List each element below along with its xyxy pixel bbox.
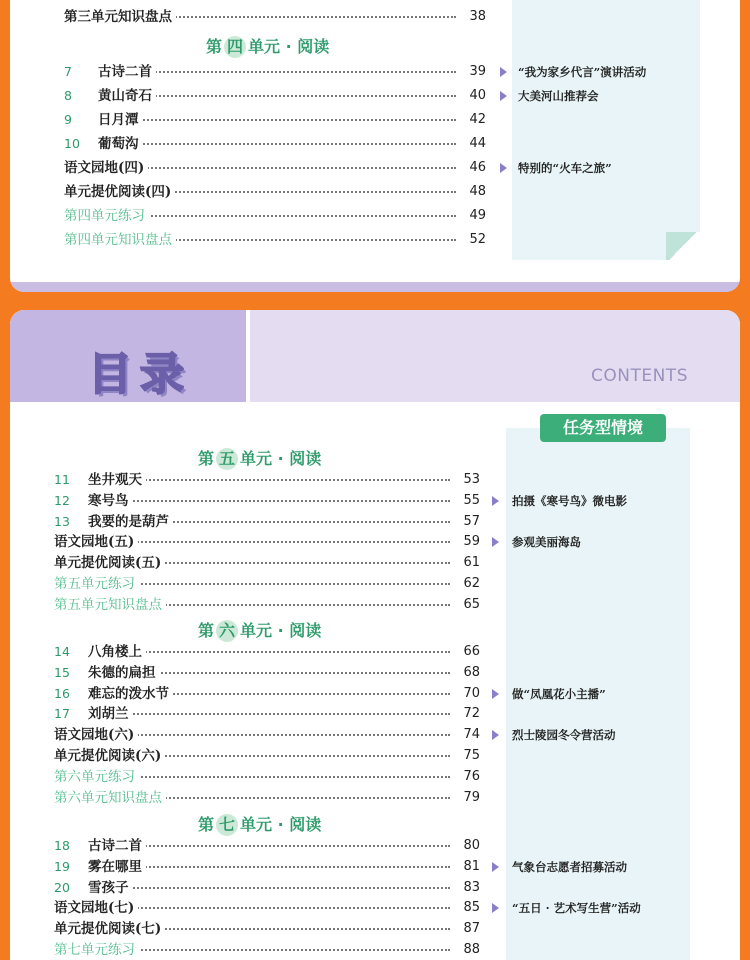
- row-title: 朱德的扁担: [88, 663, 160, 683]
- row-index: 7: [64, 64, 72, 79]
- row-index: 20: [54, 879, 70, 895]
- toc-row: [54, 857, 704, 877]
- row-title: 第四单元知识盘点: [64, 230, 176, 250]
- unit-number: 四: [224, 36, 246, 58]
- page-number: 39: [469, 64, 486, 79]
- page-title: 目录: [88, 349, 192, 400]
- panel-bottom-band: [10, 282, 740, 292]
- activity-arrow-icon: [492, 537, 499, 547]
- toc-row: [54, 684, 704, 704]
- toc-bottom-panel: [10, 310, 740, 960]
- title-tab: [10, 310, 246, 402]
- row-title: 语文园地(七): [54, 898, 138, 918]
- leader-dots: [114, 500, 450, 502]
- page-number: 48: [469, 184, 486, 199]
- unit-heading: [198, 618, 321, 642]
- row-index: 10: [64, 136, 80, 151]
- row-index: 19: [54, 858, 70, 874]
- activity-label: 拍摄《寒号鸟》微电影: [512, 493, 627, 508]
- page-number: 38: [469, 9, 486, 24]
- row-index: 12: [54, 492, 70, 508]
- page-number: 65: [463, 596, 480, 612]
- activity-arrow-icon: [492, 496, 499, 506]
- unit-suffix: 单元 · 阅读: [240, 815, 322, 834]
- row-title: 单元提优阅读(七): [54, 919, 165, 939]
- toc-row: [54, 512, 704, 532]
- page-number: 76: [463, 768, 480, 784]
- row-title: 葡萄沟: [98, 134, 143, 154]
- page-number: 81: [463, 858, 480, 874]
- row-title: 第六单元知识盘点: [54, 788, 166, 808]
- toc-row: [54, 767, 704, 787]
- page-number: 49: [469, 208, 486, 223]
- row-index: 16: [54, 685, 70, 701]
- unit-suffix: 单元 · 阅读: [240, 621, 322, 640]
- unit-number: 五: [216, 448, 238, 470]
- page-number: 46: [469, 160, 486, 175]
- leader-dots: [114, 734, 450, 736]
- page-number: 79: [463, 789, 480, 805]
- toc-row: [64, 7, 704, 27]
- activity-arrow-icon: [492, 903, 499, 913]
- leader-dots: [114, 776, 450, 778]
- activity-label: 特别的“火车之旅”: [518, 161, 612, 175]
- toc-row: [64, 62, 704, 82]
- row-title: 第四单元练习: [64, 206, 149, 226]
- row-title: 日月潭: [98, 110, 143, 130]
- leader-dots: [124, 119, 456, 121]
- toc-row: [54, 595, 704, 615]
- toc-row: [64, 110, 704, 130]
- activity-arrow-icon: [492, 730, 499, 740]
- row-index: 13: [54, 513, 70, 529]
- row-title: 古诗二首: [88, 836, 146, 856]
- toc-row: [54, 836, 704, 856]
- row-title: 第五单元练习: [54, 574, 139, 594]
- unit-prefix: 第: [206, 37, 223, 56]
- row-title: 坐井观天: [88, 470, 146, 490]
- row-title: 刘胡兰: [88, 704, 133, 724]
- row-title: 单元提优阅读(五): [54, 553, 165, 573]
- row-title: 单元提优阅读(六): [54, 746, 165, 766]
- leader-dots: [114, 866, 450, 868]
- toc-row: [54, 532, 704, 552]
- activity-arrow-icon: [500, 67, 507, 77]
- leader-dots: [114, 713, 450, 715]
- row-title: 寒号鸟: [88, 491, 133, 511]
- page-number: 75: [463, 748, 480, 763]
- row-title: 语文园地(五): [54, 532, 138, 552]
- leader-dots: [114, 907, 450, 909]
- page-number: 52: [469, 232, 486, 247]
- leader-dots: [114, 541, 450, 543]
- activity-label: “我为家乡代言”演讲活动: [518, 65, 647, 79]
- leader-dots: [114, 672, 450, 674]
- page-number: 62: [463, 576, 480, 591]
- row-title: 雪孩子: [88, 878, 133, 898]
- toc-row: [54, 491, 704, 511]
- page-number: 68: [463, 664, 480, 680]
- toc-top-panel: [10, 0, 740, 292]
- toc-row: [54, 788, 704, 808]
- leader-dots: [124, 95, 456, 97]
- row-title: 语文园地(六): [54, 725, 138, 745]
- toc-row: [54, 642, 704, 662]
- page-number: 42: [469, 112, 486, 127]
- toc-row: [54, 919, 704, 939]
- row-title: 第七单元练习: [54, 940, 139, 960]
- toc-row: [54, 470, 704, 490]
- leader-dots: [114, 887, 450, 889]
- leader-dots: [114, 651, 450, 653]
- leader-dots: [114, 479, 450, 481]
- activity-label: 做“凤凰花小主播”: [512, 686, 606, 701]
- row-title: 黄山奇石: [98, 86, 156, 106]
- row-title: 第六单元练习: [54, 767, 139, 787]
- unit-prefix: 第: [198, 815, 215, 834]
- row-index: 8: [64, 88, 72, 103]
- row-title: 我要的是葫芦: [88, 512, 173, 532]
- unit-suffix: 单元 · 阅读: [240, 449, 322, 468]
- contents-label: CONTENTS: [591, 366, 688, 386]
- activity-arrow-icon: [492, 862, 499, 872]
- page-number: 66: [463, 644, 480, 659]
- unit-number: 六: [216, 620, 238, 642]
- row-index: 14: [54, 644, 70, 659]
- page-number: 72: [463, 706, 480, 722]
- leader-dots: [114, 949, 450, 951]
- leader-dots: [124, 167, 456, 169]
- page-number: 85: [463, 900, 480, 916]
- toc-row: [54, 940, 704, 960]
- toc-row: [54, 878, 704, 898]
- activity-label: “五日 · 艺术写生营”活动: [512, 901, 641, 916]
- page-number: 88: [463, 942, 480, 957]
- toc-row: [64, 206, 704, 226]
- row-title: 古诗二首: [98, 62, 156, 82]
- toc-row: [54, 746, 704, 766]
- toc-row: [64, 86, 704, 106]
- row-title: 单元提优阅读(四): [64, 182, 175, 202]
- page-number: 74: [463, 727, 480, 743]
- row-index: 15: [54, 664, 70, 680]
- activity-label: 大美河山推荐会: [518, 89, 599, 103]
- row-title: 第五单元知识盘点: [54, 595, 166, 615]
- toc-row: [64, 158, 704, 178]
- activity-label: 烈士陵园冬令营活动: [512, 728, 616, 743]
- row-index: 11: [54, 472, 70, 487]
- toc-row: [64, 134, 704, 154]
- page-number: 87: [463, 921, 480, 937]
- toc-row: [54, 553, 704, 573]
- unit-prefix: 第: [198, 621, 215, 640]
- activity-arrow-icon: [500, 91, 507, 101]
- scene-badge: 任务型情境: [540, 414, 666, 442]
- toc-row: [54, 725, 704, 745]
- contents-tab: [246, 310, 740, 402]
- toc-row: [64, 230, 704, 250]
- row-title: 语文园地(四): [64, 158, 148, 178]
- page-number: 61: [463, 555, 480, 571]
- leader-dots: [114, 845, 450, 847]
- row-index: 18: [54, 838, 70, 853]
- toc-row: [54, 574, 704, 594]
- leader-dots: [124, 143, 456, 145]
- leader-dots: [124, 71, 456, 73]
- activity-arrow-icon: [500, 163, 507, 173]
- leader-dots: [124, 215, 456, 217]
- page-number: 80: [463, 838, 480, 853]
- unit-heading: [198, 812, 321, 836]
- activity-arrow-icon: [492, 689, 499, 699]
- page-number: 59: [463, 534, 480, 550]
- row-index: 9: [64, 112, 72, 127]
- page-number: 83: [463, 879, 480, 895]
- toc-row: [54, 898, 704, 918]
- page-number: 44: [469, 136, 486, 151]
- activity-label: 气象台志愿者招募活动: [512, 859, 627, 874]
- unit-prefix: 第: [198, 449, 215, 468]
- toc-header: [10, 310, 740, 402]
- activity-label: 参观美丽海岛: [512, 535, 581, 550]
- leader-dots: [114, 583, 450, 585]
- unit-heading: [198, 446, 321, 470]
- row-title: 八角楼上: [88, 642, 146, 662]
- toc-row: [54, 704, 704, 724]
- unit-suffix: 单元 · 阅读: [248, 37, 330, 56]
- unit-number: 七: [216, 814, 238, 836]
- row-title: 第三单元知识盘点: [64, 7, 176, 27]
- toc-row: [54, 663, 704, 683]
- row-index: 17: [54, 706, 70, 722]
- toc-row: [64, 182, 704, 202]
- row-title: 难忘的泼水节: [88, 684, 173, 704]
- page-number: 55: [463, 492, 480, 508]
- page-number: 70: [463, 685, 480, 701]
- page-number: 57: [463, 513, 480, 529]
- row-title: 雾在哪里: [88, 857, 146, 877]
- page-number: 40: [469, 88, 486, 103]
- unit-heading: [206, 34, 329, 58]
- page-number: 53: [463, 472, 480, 487]
